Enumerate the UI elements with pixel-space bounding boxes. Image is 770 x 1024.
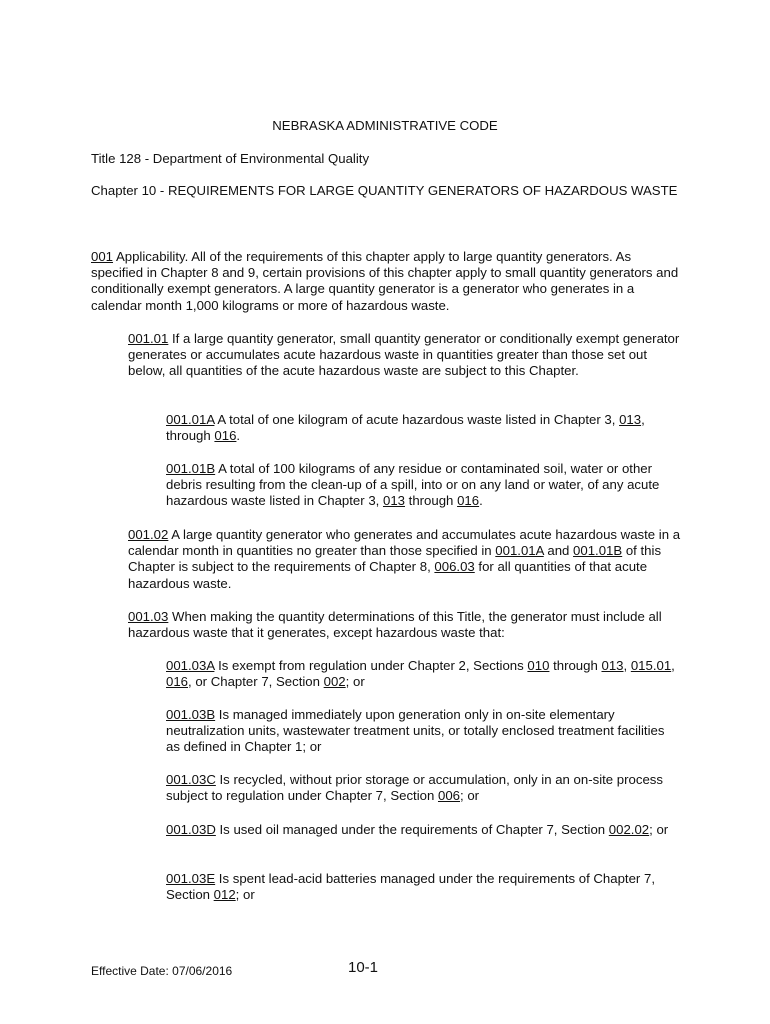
cross-reference: 012 bbox=[213, 887, 236, 903]
section-001-03A: 001.03A Is exempt from regulation under Chapter 2, Sections 010 through 013, 015.01, 016, or Chapter 7, Section 002; or bbox=[166, 658, 675, 690]
section-ref: 001.03E bbox=[166, 871, 216, 886]
section-ref: 001.03A bbox=[166, 658, 215, 673]
section-001-03C: 001.03C Is recycled, without prior storage or accumulation, only in an on-site process subject to regulation under Chapter 7, Section 006; or bbox=[166, 772, 663, 804]
section-ref: 001.02 bbox=[128, 527, 169, 542]
cross-reference: 016 bbox=[166, 674, 189, 690]
cross-reference: 013 bbox=[601, 658, 624, 673]
code-title: NEBRASKA ADMINISTRATIVE CODE bbox=[272, 118, 498, 133]
section-001-01B: 001.01B A total of 100 kilograms of any residue or contaminated soil, water or other debris resulting from the clean-up of a spill, into or on any land or water, of any acute hazardous waste listed in Chapter 3, 013 through 016. bbox=[166, 461, 660, 509]
section-001-03: 001.03 When making the quantity determinations of this Title, the generator must include all hazardous waste that it generates, except hazardous waste that: bbox=[128, 609, 662, 641]
cross-reference: 016 bbox=[457, 493, 480, 509]
cross-reference: 001.01A bbox=[495, 543, 544, 559]
page-number: 10-1 bbox=[348, 959, 379, 976]
section-ref: 001.03 bbox=[128, 609, 169, 624]
cross-reference: 016 bbox=[214, 428, 237, 444]
section-ref: 001.01A bbox=[166, 412, 215, 427]
effective-date: Effective Date: 07/06/2016 bbox=[91, 964, 233, 978]
cross-reference: 006.03 bbox=[434, 559, 475, 575]
section-ref: 001 bbox=[91, 249, 114, 264]
section-001: 001 Applicability. All of the requirements of this chapter apply to large quantity generators. As specified in Chapter 8 and 9, certain provisions of this chapter apply to small quantity generators and conditionally exempt generators. A large quantity generator is a generator who generates in a calendar month 1,000 kilograms or more of hazardous waste. bbox=[91, 249, 679, 313]
cross-reference: 001.01B bbox=[573, 543, 623, 559]
title-line: Title 128 - Department of Environmental Quality bbox=[91, 151, 370, 166]
section-ref: 001.03C bbox=[166, 772, 216, 787]
cross-reference: 002 bbox=[323, 674, 346, 690]
cross-reference: 015.01 bbox=[630, 658, 672, 673]
cross-reference: 010 bbox=[527, 658, 550, 673]
section-001-01A: 001.01A A total of one kilogram of acute hazardous waste listed in Chapter 3, 013, through 016. bbox=[166, 412, 645, 444]
section-ref: 001.03D bbox=[166, 822, 216, 837]
section-ref: 001.01 bbox=[128, 331, 169, 346]
cross-reference: 013 bbox=[619, 412, 642, 427]
cross-reference: 002.02 bbox=[608, 822, 650, 837]
cross-reference: 013 bbox=[382, 493, 405, 509]
section-001-03D: 001.03D Is used oil managed under the requirements of Chapter 7, Section 002.02; or bbox=[166, 822, 669, 837]
section-001-03E: 001.03E Is spent lead-acid batteries managed under the requirements of Chapter 7, Section 012; or bbox=[166, 871, 655, 903]
section-001-01: 001.01 If a large quantity generator, small quantity generator or conditionally exempt generator generates or accumulates acute hazardous waste in quantities greater than those set out below, all quantities of the acute hazardous waste are subject to this Chapter. bbox=[128, 331, 680, 379]
section-ref: 001.03B bbox=[166, 707, 216, 722]
section-ref: 001.01B bbox=[166, 461, 216, 476]
chapter-title: Chapter 10 - REQUIREMENTS FOR LARGE QUANTITY GENERATORS OF HAZARDOUS WASTE bbox=[91, 183, 678, 198]
cross-reference: 006 bbox=[437, 788, 460, 804]
section-001-03B: 001.03B Is managed immediately upon generation only in on-site elementary neutralization units, wastewater treatment units, or totally enclosed treatment facilities as defined in Chapter 1; or bbox=[166, 707, 665, 755]
section-001-02: 001.02 A large quantity generator who generates and accumulates acute hazardous waste in a calendar month in quantities no greater than those specified in 001.01A and 001.01B of this Chapter is subject to the requirements of Chapter 8, 006.03 for all quantities of that acute hazardous waste. bbox=[128, 527, 681, 591]
